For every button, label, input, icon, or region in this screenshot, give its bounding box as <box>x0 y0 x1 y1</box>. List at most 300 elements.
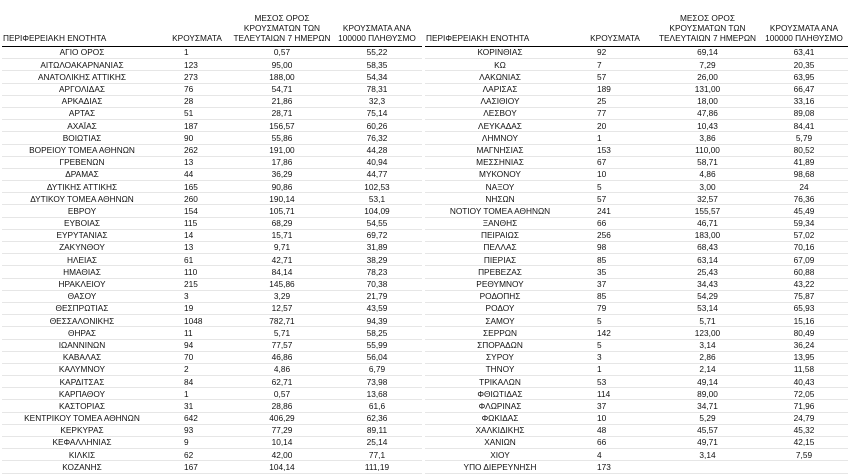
cases-cell: 154 <box>162 205 232 217</box>
cases-cell: 1 <box>162 388 232 400</box>
cases-cell: 153 <box>575 144 655 156</box>
avg-7day-cell: 3,29 <box>232 290 332 302</box>
per-100k-cell: 58,35 <box>332 59 422 71</box>
table-row <box>2 83 422 95</box>
avg-7day-cell: 782,71 <box>232 315 332 327</box>
avg-7day-cell: 10,43 <box>655 120 760 132</box>
avg-7day-cell: 63,14 <box>655 254 760 266</box>
table-row <box>2 449 422 461</box>
table-row <box>2 302 422 314</box>
avg-7day-cell: 90,86 <box>232 181 332 193</box>
per-100k-cell: 24 <box>760 181 848 193</box>
header-cases-per-100k: ΚΡΟΥΣΜΑΤΑ ΑΝΑ 100000 ΠΛΗΘΥΣΜΟ <box>760 2 848 47</box>
per-100k-cell: 13,95 <box>760 351 848 363</box>
region-cell: ΚΟΡΙΝΘΙΑΣ <box>425 47 575 59</box>
avg-7day-cell: 49,71 <box>655 437 760 449</box>
avg-7day-cell: 32,57 <box>655 193 760 205</box>
header-row <box>2 2 422 47</box>
avg-7day-cell: 3,00 <box>655 181 760 193</box>
table-row <box>425 120 848 132</box>
region-cell: ΛΑΣΙΘΙΟΥ <box>425 95 575 107</box>
region-cell: ΜΥΚΟΝΟΥ <box>425 168 575 180</box>
per-100k-cell: 78,23 <box>332 266 422 278</box>
cases-cell: 10 <box>575 412 655 424</box>
region-cell: ΑΙΤΩΛΟΑΚΑΡΝΑΝΙΑΣ <box>2 59 162 71</box>
header-row <box>425 2 848 47</box>
avg-7day-cell: 2,86 <box>655 351 760 363</box>
table-row <box>2 205 422 217</box>
avg-7day-cell: 47,86 <box>655 107 760 119</box>
cases-cell: 5 <box>575 181 655 193</box>
cases-cell: 44 <box>162 168 232 180</box>
avg-7day-cell <box>655 461 760 473</box>
per-100k-cell: 102,53 <box>332 181 422 193</box>
per-100k-cell: 24,79 <box>760 412 848 424</box>
per-100k-cell: 67,09 <box>760 254 848 266</box>
region-cell: ΚΕΦΑΛΛΗΝΙΑΣ <box>2 437 162 449</box>
per-100k-cell: 41,89 <box>760 156 848 168</box>
per-100k-cell: 56,04 <box>332 351 422 363</box>
avg-7day-cell: 5,71 <box>655 315 760 327</box>
header-region: ΠΕΡΙΦΕΡΕΙΑΚΗ ΕΝΟΤΗΤΑ <box>2 2 162 47</box>
region-cell: ΓΡΕΒΕΝΩΝ <box>2 156 162 168</box>
per-100k-cell: 98,68 <box>760 168 848 180</box>
region-cell: ΣΕΡΡΩΝ <box>425 327 575 339</box>
table-row <box>425 181 848 193</box>
per-100k-cell: 11,58 <box>760 363 848 375</box>
header-cases-per-100k: ΚΡΟΥΣΜΑΤΑ ΑΝΑ 100000 ΠΛΗΘΥΣΜΟ <box>332 2 422 47</box>
table-row <box>425 254 848 266</box>
region-cell: ΛΕΣΒΟΥ <box>425 107 575 119</box>
table-row <box>2 290 422 302</box>
cases-cell: 14 <box>162 229 232 241</box>
avg-7day-cell: 3,86 <box>655 132 760 144</box>
cases-cell: 37 <box>575 400 655 412</box>
per-100k-cell: 77,1 <box>332 449 422 461</box>
table-row <box>2 181 422 193</box>
cases-cell: 9 <box>162 437 232 449</box>
avg-7day-cell: 55,86 <box>232 132 332 144</box>
avg-7day-cell: 89,00 <box>655 388 760 400</box>
cases-cell: 7 <box>575 59 655 71</box>
avg-7day-cell: 77,29 <box>232 424 332 436</box>
cases-cell: 5 <box>575 315 655 327</box>
avg-7day-cell: 77,57 <box>232 339 332 351</box>
cases-cell: 85 <box>575 290 655 302</box>
cases-cell: 123 <box>162 59 232 71</box>
cases-cell: 1 <box>162 47 232 59</box>
table-row <box>425 193 848 205</box>
per-100k-cell: 94,39 <box>332 315 422 327</box>
region-cell: ΒΟΙΩΤΙΑΣ <box>2 132 162 144</box>
avg-7day-cell: 28,86 <box>232 400 332 412</box>
per-100k-cell: 63,95 <box>760 71 848 83</box>
region-cell: ΣΥΡΟΥ <box>425 351 575 363</box>
per-100k-cell: 31,89 <box>332 242 422 254</box>
table-row <box>425 83 848 95</box>
region-cell: ΔΥΤΙΚΗΣ ΑΤΤΙΚΗΣ <box>2 181 162 193</box>
cases-cell: 1048 <box>162 315 232 327</box>
per-100k-cell: 70,16 <box>760 242 848 254</box>
table-row <box>425 351 848 363</box>
table-row <box>2 120 422 132</box>
region-cell: ΚΕΝΤΡΙΚΟΥ ΤΟΜΕΑ ΑΘΗΝΩΝ <box>2 412 162 424</box>
cases-cell: 5 <box>575 339 655 351</box>
region-cell: ΜΑΓΝΗΣΙΑΣ <box>425 144 575 156</box>
table-row <box>425 278 848 290</box>
table-row <box>425 71 848 83</box>
region-cell: ΦΩΚΙΔΑΣ <box>425 412 575 424</box>
table-row <box>425 412 848 424</box>
header-cases: ΚΡΟΥΣΜΑΤΑ <box>575 2 655 47</box>
per-100k-cell: 43,22 <box>760 278 848 290</box>
cases-cell: 92 <box>575 47 655 59</box>
cases-cell: 48 <box>575 424 655 436</box>
region-cell: ΘΑΣΟΥ <box>2 290 162 302</box>
cases-cell: 13 <box>162 156 232 168</box>
table-row <box>425 266 848 278</box>
per-100k-cell: 66,47 <box>760 83 848 95</box>
per-100k-cell: 45,32 <box>760 424 848 436</box>
avg-7day-cell: 12,57 <box>232 302 332 314</box>
region-cell: ΕΥΡΥΤΑΝΙΑΣ <box>2 229 162 241</box>
avg-7day-cell: 26,00 <box>655 71 760 83</box>
table-row <box>425 229 848 241</box>
table-row <box>425 95 848 107</box>
cases-cell: 62 <box>162 449 232 461</box>
region-cell: ΠΙΕΡΙΑΣ <box>425 254 575 266</box>
per-100k-cell: 54,55 <box>332 217 422 229</box>
region-cell: ΚΑΒΑΛΑΣ <box>2 351 162 363</box>
region-cell: ΗΛΕΙΑΣ <box>2 254 162 266</box>
region-cell: ΣΑΜΟΥ <box>425 315 575 327</box>
avg-7day-cell: 54,29 <box>655 290 760 302</box>
table-row <box>425 59 848 71</box>
per-100k-cell: 13,68 <box>332 388 422 400</box>
cases-cell: 51 <box>162 107 232 119</box>
cases-cell: 35 <box>575 266 655 278</box>
table-row <box>2 339 422 351</box>
per-100k-cell: 60,88 <box>760 266 848 278</box>
region-cell: ΔΡΑΜΑΣ <box>2 168 162 180</box>
avg-7day-cell: 84,14 <box>232 266 332 278</box>
avg-7day-cell: 191,00 <box>232 144 332 156</box>
table-row <box>2 229 422 241</box>
region-cell: ΚΑΡΔΙΤΣΑΣ <box>2 376 162 388</box>
cases-cell: 3 <box>162 290 232 302</box>
avg-7day-cell: 49,14 <box>655 376 760 388</box>
per-100k-cell: 84,41 <box>760 120 848 132</box>
cases-cell: 2 <box>162 363 232 375</box>
region-cell: ΣΠΟΡΑΔΩΝ <box>425 339 575 351</box>
table-row <box>2 461 422 473</box>
cases-cell: 215 <box>162 278 232 290</box>
region-cell: ΑΓΙΟ ΟΡΟΣ <box>2 47 162 59</box>
avg-7day-cell: 145,86 <box>232 278 332 290</box>
region-cell: ΧΑΛΚΙΔΙΚΗΣ <box>425 424 575 436</box>
table-row <box>2 376 422 388</box>
table-row <box>425 205 848 217</box>
table-row <box>2 132 422 144</box>
avg-7day-cell: 45,57 <box>655 424 760 436</box>
cases-cell: 241 <box>575 205 655 217</box>
region-cell: ΑΡΓΟΛΙΔΑΣ <box>2 83 162 95</box>
cases-cell: 76 <box>162 83 232 95</box>
avg-7day-cell: 183,00 <box>655 229 760 241</box>
cases-cell: 57 <box>575 71 655 83</box>
avg-7day-cell: 10,14 <box>232 437 332 449</box>
region-cell: ΤΡΙΚΑΛΩΝ <box>425 376 575 388</box>
avg-7day-cell: 25,43 <box>655 266 760 278</box>
region-cell: ΚΕΡΚΥΡΑΣ <box>2 424 162 436</box>
cases-cell: 262 <box>162 144 232 156</box>
cases-cell: 260 <box>162 193 232 205</box>
table-row <box>425 388 848 400</box>
region-cell: ΡΟΔΟΠΗΣ <box>425 290 575 302</box>
cases-cell: 67 <box>575 156 655 168</box>
left-table <box>2 2 422 474</box>
table-row <box>2 95 422 107</box>
cases-cell: 66 <box>575 217 655 229</box>
cases-cell: 90 <box>162 132 232 144</box>
table-row <box>425 242 848 254</box>
region-cell: ΚΟΖΑΝΗΣ <box>2 461 162 473</box>
region-cell: ΗΜΑΘΙΑΣ <box>2 266 162 278</box>
cases-cell: 4 <box>575 449 655 461</box>
per-100k-cell: 76,32 <box>332 132 422 144</box>
per-100k-cell: 54,34 <box>332 71 422 83</box>
cases-cell: 173 <box>575 461 655 473</box>
per-100k-cell: 44,77 <box>332 168 422 180</box>
avg-7day-cell: 5,71 <box>232 327 332 339</box>
avg-7day-cell: 46,86 <box>232 351 332 363</box>
avg-7day-cell: 5,29 <box>655 412 760 424</box>
cases-cell: 13 <box>162 242 232 254</box>
avg-7day-cell: 188,00 <box>232 71 332 83</box>
per-100k-cell: 78,31 <box>332 83 422 95</box>
table-row <box>2 278 422 290</box>
cases-cell: 3 <box>575 351 655 363</box>
region-cell: ΒΟΡΕΙΟΥ ΤΟΜΕΑ ΑΘΗΝΩΝ <box>2 144 162 156</box>
cases-cell: 642 <box>162 412 232 424</box>
per-100k-cell: 63,41 <box>760 47 848 59</box>
region-cell: ΝΟΤΙΟΥ ΤΟΜΕΑ ΑΘΗΝΩΝ <box>425 205 575 217</box>
cases-cell: 85 <box>575 254 655 266</box>
avg-7day-cell: 42,00 <box>232 449 332 461</box>
cases-cell: 93 <box>162 424 232 436</box>
per-100k-cell: 57,02 <box>760 229 848 241</box>
cases-cell: 53 <box>575 376 655 388</box>
table-row <box>2 327 422 339</box>
per-100k-cell: 7,59 <box>760 449 848 461</box>
table-row <box>2 217 422 229</box>
avg-7day-cell: 34,71 <box>655 400 760 412</box>
cases-cell: 98 <box>575 242 655 254</box>
table-row <box>2 388 422 400</box>
table-row <box>2 363 422 375</box>
region-cell: ΠΕΛΛΑΣ <box>425 242 575 254</box>
cases-cell: 1 <box>575 132 655 144</box>
cases-cell: 19 <box>162 302 232 314</box>
avg-7day-cell: 62,71 <box>232 376 332 388</box>
per-100k-cell: 38,29 <box>332 254 422 266</box>
region-cell: ΕΥΒΟΙΑΣ <box>2 217 162 229</box>
table-row <box>425 315 848 327</box>
cases-cell: 187 <box>162 120 232 132</box>
avg-7day-cell: 7,29 <box>655 59 760 71</box>
cases-cell: 115 <box>162 217 232 229</box>
region-cell: ΛΕΥΚΑΔΑΣ <box>425 120 575 132</box>
table-row <box>425 47 848 59</box>
avg-7day-cell: 3,14 <box>655 449 760 461</box>
avg-7day-cell: 406,29 <box>232 412 332 424</box>
table-row <box>2 71 422 83</box>
right-table-body <box>425 47 848 474</box>
per-100k-cell: 75,87 <box>760 290 848 302</box>
table-row <box>425 302 848 314</box>
table-row <box>425 449 848 461</box>
per-100k-cell: 61,6 <box>332 400 422 412</box>
avg-7day-cell: 58,71 <box>655 156 760 168</box>
table-row <box>2 400 422 412</box>
per-100k-cell: 73,98 <box>332 376 422 388</box>
table-row <box>425 132 848 144</box>
avg-7day-cell: 9,71 <box>232 242 332 254</box>
cases-cell: 31 <box>162 400 232 412</box>
region-cell: ΑΝΑΤΟΛΙΚΗΣ ΑΤΤΙΚΗΣ <box>2 71 162 83</box>
region-cell: ΠΡΕΒΕΖΑΣ <box>425 266 575 278</box>
table-row <box>425 424 848 436</box>
per-100k-cell: 89,11 <box>332 424 422 436</box>
cases-cell: 77 <box>575 107 655 119</box>
per-100k-cell <box>760 461 848 473</box>
per-100k-cell: 104,09 <box>332 205 422 217</box>
table-row <box>425 144 848 156</box>
header-7day-average: ΜΕΣΟΣ ΟΡΟΣ ΚΡΟΥΣΜΑΤΩΝ ΤΩΝ ΤΕΛΕΥΤΑΙΩΝ 7 ΗΜΕΡΩΝ <box>232 2 332 47</box>
per-100k-cell: 72,05 <box>760 388 848 400</box>
region-cell: ΚΩ <box>425 59 575 71</box>
per-100k-cell: 32,3 <box>332 95 422 107</box>
avg-7day-cell: 17,86 <box>232 156 332 168</box>
avg-7day-cell: 3,14 <box>655 339 760 351</box>
cases-cell: 11 <box>162 327 232 339</box>
per-100k-cell: 65,93 <box>760 302 848 314</box>
table-row <box>2 254 422 266</box>
region-cell: ΜΕΣΣΗΝΙΑΣ <box>425 156 575 168</box>
avg-7day-cell: 0,57 <box>232 388 332 400</box>
table-row <box>2 144 422 156</box>
avg-7day-cell: 104,14 <box>232 461 332 473</box>
region-cell: ΙΩΑΝΝΙΝΩΝ <box>2 339 162 351</box>
region-cell: ΝΗΣΩΝ <box>425 193 575 205</box>
region-cell: ΑΧΑΪΑΣ <box>2 120 162 132</box>
avg-7day-cell: 15,71 <box>232 229 332 241</box>
table-row <box>2 437 422 449</box>
cases-cell: 37 <box>575 278 655 290</box>
avg-7day-cell: 68,29 <box>232 217 332 229</box>
per-100k-cell: 6,79 <box>332 363 422 375</box>
avg-7day-cell: 155,57 <box>655 205 760 217</box>
header-cases: ΚΡΟΥΣΜΑΤΑ <box>162 2 232 47</box>
avg-7day-cell: 53,14 <box>655 302 760 314</box>
per-100k-cell: 80,52 <box>760 144 848 156</box>
table-row <box>2 59 422 71</box>
table-row <box>425 168 848 180</box>
cases-cell: 114 <box>575 388 655 400</box>
region-cell: ΤΗΝΟΥ <box>425 363 575 375</box>
avg-7day-cell: 34,43 <box>655 278 760 290</box>
per-100k-cell: 53,1 <box>332 193 422 205</box>
avg-7day-cell: 105,71 <box>232 205 332 217</box>
table-row <box>425 217 848 229</box>
per-100k-cell: 45,49 <box>760 205 848 217</box>
region-cell: ΑΡΤΑΣ <box>2 107 162 119</box>
region-cell: ΚΑΛΥΜΝΟΥ <box>2 363 162 375</box>
region-cell: ΡΟΔΟΥ <box>425 302 575 314</box>
table-row <box>2 242 422 254</box>
per-100k-cell: 111,19 <box>332 461 422 473</box>
table-row <box>425 437 848 449</box>
per-100k-cell: 69,72 <box>332 229 422 241</box>
cases-cell: 25 <box>575 95 655 107</box>
cases-cell: 273 <box>162 71 232 83</box>
table-row <box>425 461 848 473</box>
cases-cell: 142 <box>575 327 655 339</box>
table-row <box>2 266 422 278</box>
table-row <box>2 412 422 424</box>
region-cell: ΚΙΛΚΙΣ <box>2 449 162 461</box>
region-cell: ΛΗΜΝΟΥ <box>425 132 575 144</box>
table-row <box>425 156 848 168</box>
region-cell: ΧΙΟΥ <box>425 449 575 461</box>
avg-7day-cell: 46,71 <box>655 217 760 229</box>
per-100k-cell: 21,79 <box>332 290 422 302</box>
cases-cell: 10 <box>575 168 655 180</box>
cases-cell: 84 <box>162 376 232 388</box>
table-row <box>2 47 422 59</box>
table-row <box>425 363 848 375</box>
per-100k-cell: 44,28 <box>332 144 422 156</box>
per-100k-cell: 43,59 <box>332 302 422 314</box>
per-100k-cell: 75,14 <box>332 107 422 119</box>
table-row <box>425 107 848 119</box>
table-row <box>2 156 422 168</box>
per-100k-cell: 33,16 <box>760 95 848 107</box>
per-100k-cell: 20,35 <box>760 59 848 71</box>
region-cell: ΡΕΘΥΜΝΟΥ <box>425 278 575 290</box>
avg-7day-cell: 156,57 <box>232 120 332 132</box>
table-row <box>2 193 422 205</box>
per-100k-cell: 36,24 <box>760 339 848 351</box>
avg-7day-cell: 0,57 <box>232 47 332 59</box>
right-table <box>425 2 848 474</box>
avg-7day-cell: 95,00 <box>232 59 332 71</box>
region-cell: ΘΕΣΣΑΛΟΝΙΚΗΣ <box>2 315 162 327</box>
per-100k-cell: 60,26 <box>332 120 422 132</box>
cases-cell: 20 <box>575 120 655 132</box>
table-row <box>2 107 422 119</box>
cases-cell: 94 <box>162 339 232 351</box>
cases-cell: 66 <box>575 437 655 449</box>
region-cell: ΠΕΙΡΑΙΩΣ <box>425 229 575 241</box>
region-cell: ΦΘΙΩΤΙΔΑΣ <box>425 388 575 400</box>
per-100k-cell: 25,14 <box>332 437 422 449</box>
avg-7day-cell: 4,86 <box>655 168 760 180</box>
avg-7day-cell: 131,00 <box>655 83 760 95</box>
avg-7day-cell: 54,71 <box>232 83 332 95</box>
region-cell: ΞΑΝΘΗΣ <box>425 217 575 229</box>
cases-cell: 61 <box>162 254 232 266</box>
